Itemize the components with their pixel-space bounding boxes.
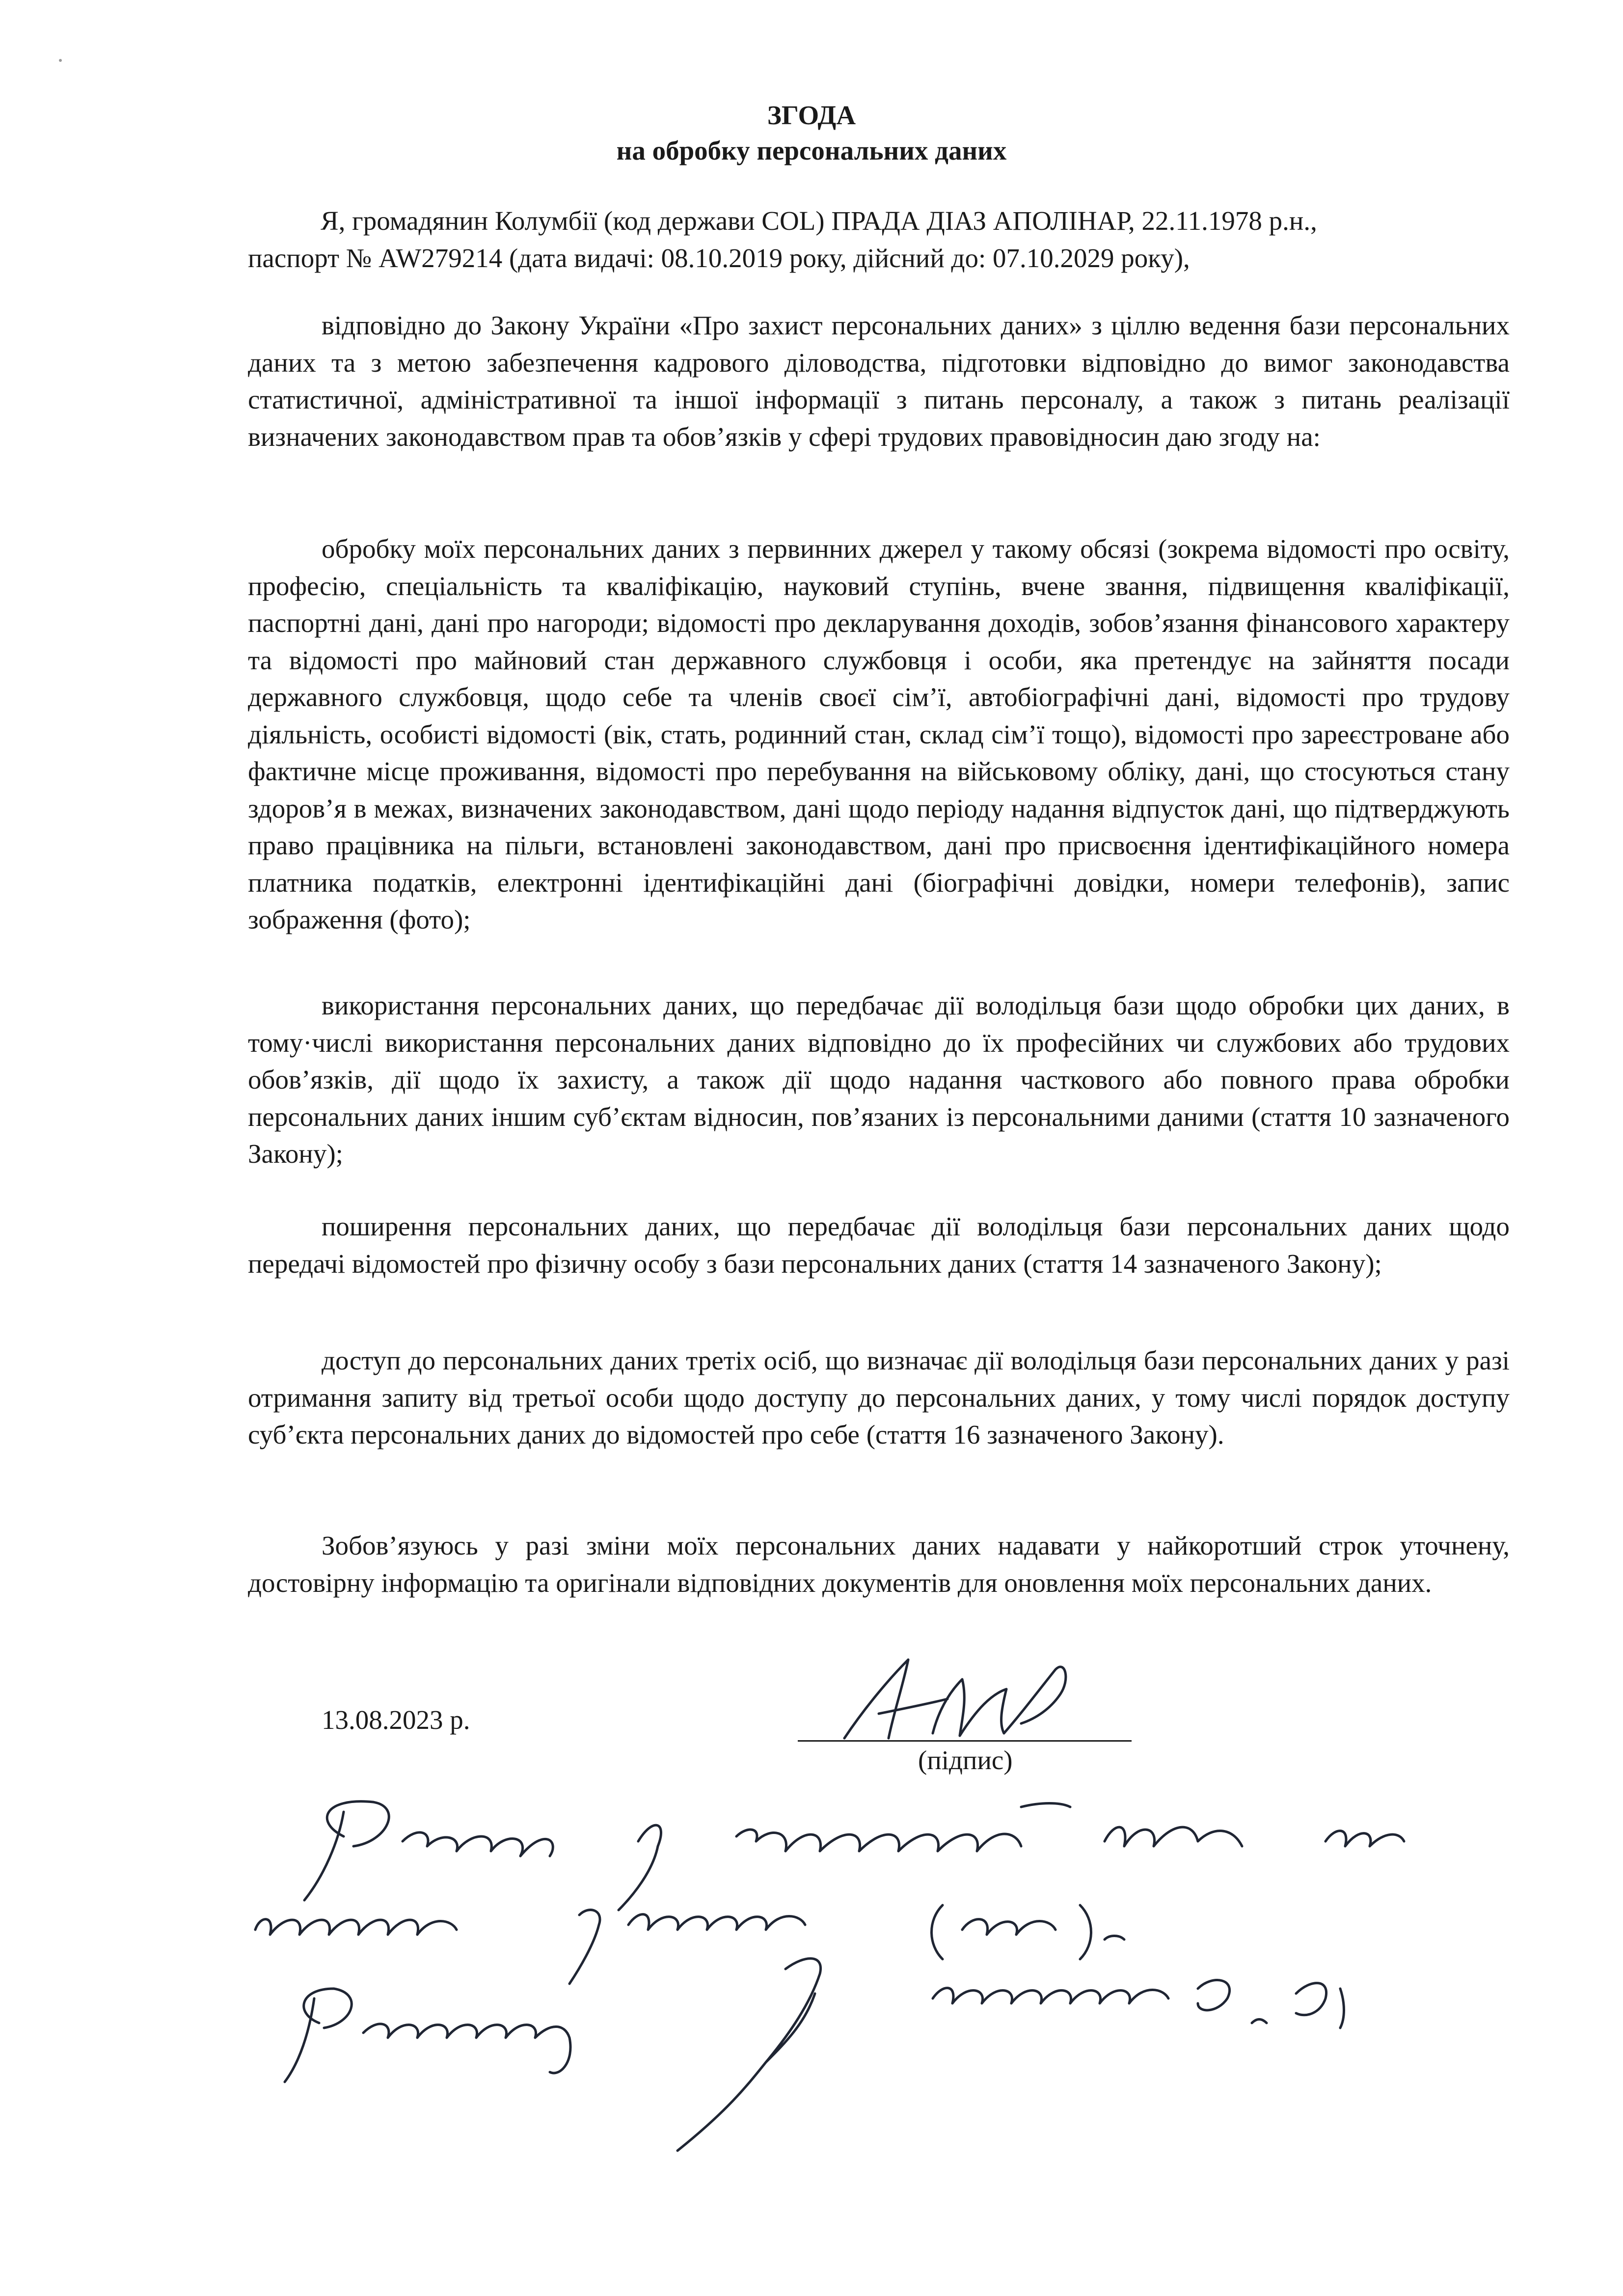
intro-line-1: Я, громадянин Колумбії (код держави COL) ПРАДА ДІАЗ АПОЛІНАР, 22.11.1978 р.н., (321, 206, 1317, 236)
paragraph-third-party-access: доступ до персональних даних третіх осіб, що визначає дії володільця бази персональних даних у разі отримання запиту від третьої особи щодо доступу до персональних даних, у тому числі порядок доступу суб’єкта персональних даних до відомостей про себе (стаття 16 зазначеного Закону). (248, 1345, 1510, 1449)
intro-paragraph (248, 202, 1515, 276)
signature-mark (835, 1640, 1090, 1753)
intro-line-2: паспорт № AW279214 (дата видачі: 08.10.2019 року, дійсний до: 07.10.2029 року), (248, 243, 1190, 273)
signature-line (798, 1740, 1132, 1742)
paragraph-commitment: Зобов’язуюсь у разі зміни моїх персональних даних надавати у найкоротший строк уточнену, достовірну інформацію та оригінали відповідних документів для оновлення моїх персональних даних. (248, 1531, 1510, 1598)
translator-handwritten-note (0, 1768, 1623, 2160)
scan-speck (59, 59, 62, 62)
signature-caption: (підпис) (918, 1745, 1013, 1775)
document-title: ЗГОДА (767, 100, 856, 130)
paragraph-legal-basis: відповідно до Закону України «Про захист персональних даних» з ціллю ведення бази персональних даних та з метою забезпечення кадрового діловодства, підготовки відповідно до вимог законодавства статистичної, адміністративної та іншої інформації з питань персоналу, а також з питань реалізації визначених законодавством прав та обов’язків у сфері трудових правовідносин даю згоду на: (248, 310, 1510, 452)
paragraph-data-dissemination: поширення персональних даних, що передбачає дії володільця бази персональних даних щодо передачі відомостей про фізичну особу з бази персональних даних (стаття 14 зазначеного Закону); (248, 1211, 1510, 1279)
signing-date: 13.08.2023 р. (322, 1705, 470, 1735)
paragraph-data-processing: обробку моїх персональних даних з первинних джерел у такому обсязі (зокрема відомості про освіту, професію, спеціальність та кваліфікацію, науковий ступінь, вчене звання, підвищення кваліфікації, паспортні дані, дані про нагороди; відомості про декларування доходів, зобов’язання фінансового характеру та відомості про майновий стан державного службовця і особи, яка претендує на зайняття посади державного службовця, щодо себе та членів своєї сім’ї, автобіографічні дані, відомості про трудову діяльність, особисті відомості (вік, стать, родинний стан, склад сім’ї тощо), відомості про зареєстроване або фактичне місце проживання, відомості про перебування на військовому обліку, дані, що стосуються стану здоров’я в межах, визначених законодавством, дані щодо періоду надання відпусток дані, що підтверджують право працівника на пільги, встановлені законодавством, дані про присвоєння ідентифікаційного номера платника податків, електронні ідентифікаційні дані (біографічні довідки, номери телефонів), запис зображення (фото); (248, 534, 1510, 934)
document-subtitle: на обробку персональних даних (616, 136, 1007, 165)
paragraph-data-usage: використання персональних даних, що передбачає дії володільця бази щодо обробки цих даних, в тому·числі використання персональних даних відповідно до їх професійних чи службових або трудових обов’язків, дії щодо їх захисту, а також дії щодо надання часткового або повного права обробки персональних даних іншим суб’єктам відносин, пов’язаних із персональними даними (стаття 10 зазначеного Закону); (248, 990, 1510, 1169)
